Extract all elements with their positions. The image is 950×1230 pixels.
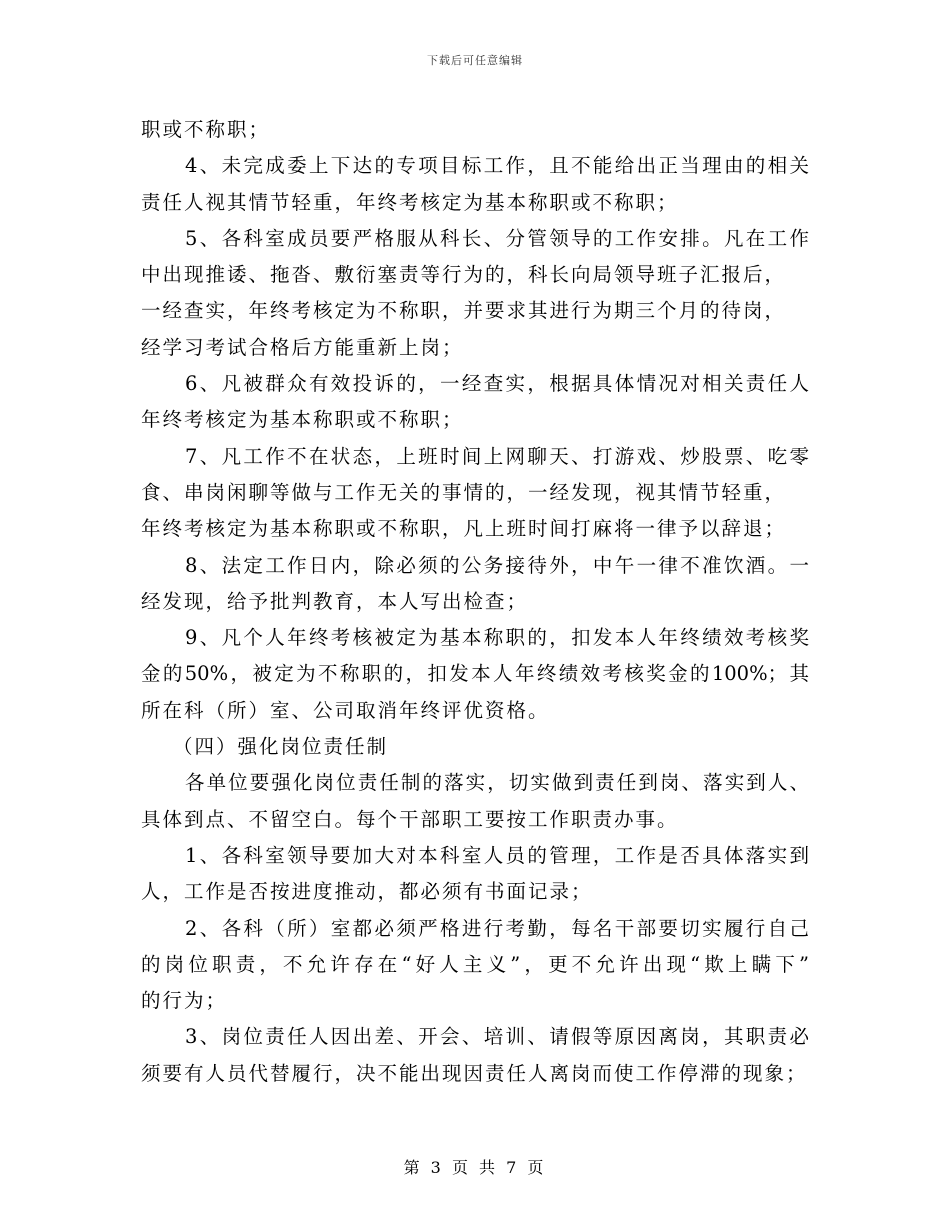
text-line: 3、岗位责任人因出差、开会、培训、请假等原因离岗，其职责必 bbox=[185, 1025, 809, 1049]
text-line: 年终考核定为基本称职或不称职； bbox=[141, 408, 464, 432]
text-line: 须要有人员代替履行，决不能出现因责任人离岗而使工作停滞的现象； bbox=[141, 1061, 808, 1085]
text-line: 的岗位职责，不允许存在“好人主义”，更不允许出现“欺上瞒下” bbox=[141, 952, 809, 976]
document-body bbox=[141, 112, 809, 1092]
text-line: 职或不称职； bbox=[141, 118, 271, 141]
page-header: 下载后可任意编辑 bbox=[427, 54, 523, 67]
text-line: 5、各科室成员要严格服从科长、分管领导的工作安排。凡在工作 bbox=[185, 226, 809, 250]
text-line: 2、各科（所）室都必须严格进行考勤，每名干部要切实履行自己 bbox=[185, 916, 809, 940]
text-line: 人，工作是否按进度推动，都必须有书面记录； bbox=[141, 880, 593, 904]
text-line: 经发现，给予批判教育，本人写出检查； bbox=[141, 589, 529, 613]
text-line: 金的50%，被定为不称职的，扣发本人年终绩效考核奖金的100%；其 bbox=[141, 662, 809, 686]
text-line: 食、串岗闲聊等做与工作无关的事情的，一经发现，视其情节轻重， bbox=[141, 480, 787, 504]
text-line: 责任人视其情节轻重，年终考核定为基本称职或不称职； bbox=[141, 190, 679, 214]
text-line: 8、法定工作日内，除必须的公务接待外，中午一律不准饮酒。一 bbox=[185, 553, 809, 577]
text-line: 具体到点、不留空白。每个干部职工要按工作职责办事。 bbox=[141, 807, 679, 831]
text-line: 6、凡被群众有效投诉的，一经查实，根据具体情况对相关责任人 bbox=[185, 372, 809, 396]
text-line: 一经查实，年终考核定为不称职，并要求其进行为期三个月的待岗， bbox=[141, 299, 787, 323]
text-line: 经学习考试合格后方能重新上岗； bbox=[141, 335, 464, 359]
text-line: 所在科（所）室、公司取消年终评优资格。 bbox=[141, 698, 550, 722]
text-line: 1、各科室领导要加大对本科室人员的管理，工作是否具体落实到 bbox=[185, 843, 809, 867]
text-line: 的行为； bbox=[141, 989, 228, 1013]
text-line: 7、凡工作不在状态，上班时间上网聊天、打游戏、炒股票、吃零 bbox=[185, 444, 809, 468]
text-line: （四）强化岗位责任制 bbox=[173, 735, 389, 759]
text-line: 年终考核定为基本称职或不称职，凡上班时间打麻将一律予以辞退； bbox=[141, 517, 787, 541]
text-line: 中出现推诿、拖沓、敷衍塞责等行为的，科长向局领导班子汇报后， bbox=[141, 263, 787, 287]
page-footer: 第 3 页 共 7 页 bbox=[403, 1158, 547, 1177]
text-line: 4、未完成委上下达的专项目标工作，且不能给出正当理由的相关 bbox=[185, 154, 809, 178]
text-line: 9、凡个人年终考核被定为基本称职的，扣发本人年终绩效考核奖 bbox=[185, 626, 809, 650]
text-line: 各单位要强化岗位责任制的落实，切实做到责任到岗、落实到人、 bbox=[185, 771, 809, 795]
